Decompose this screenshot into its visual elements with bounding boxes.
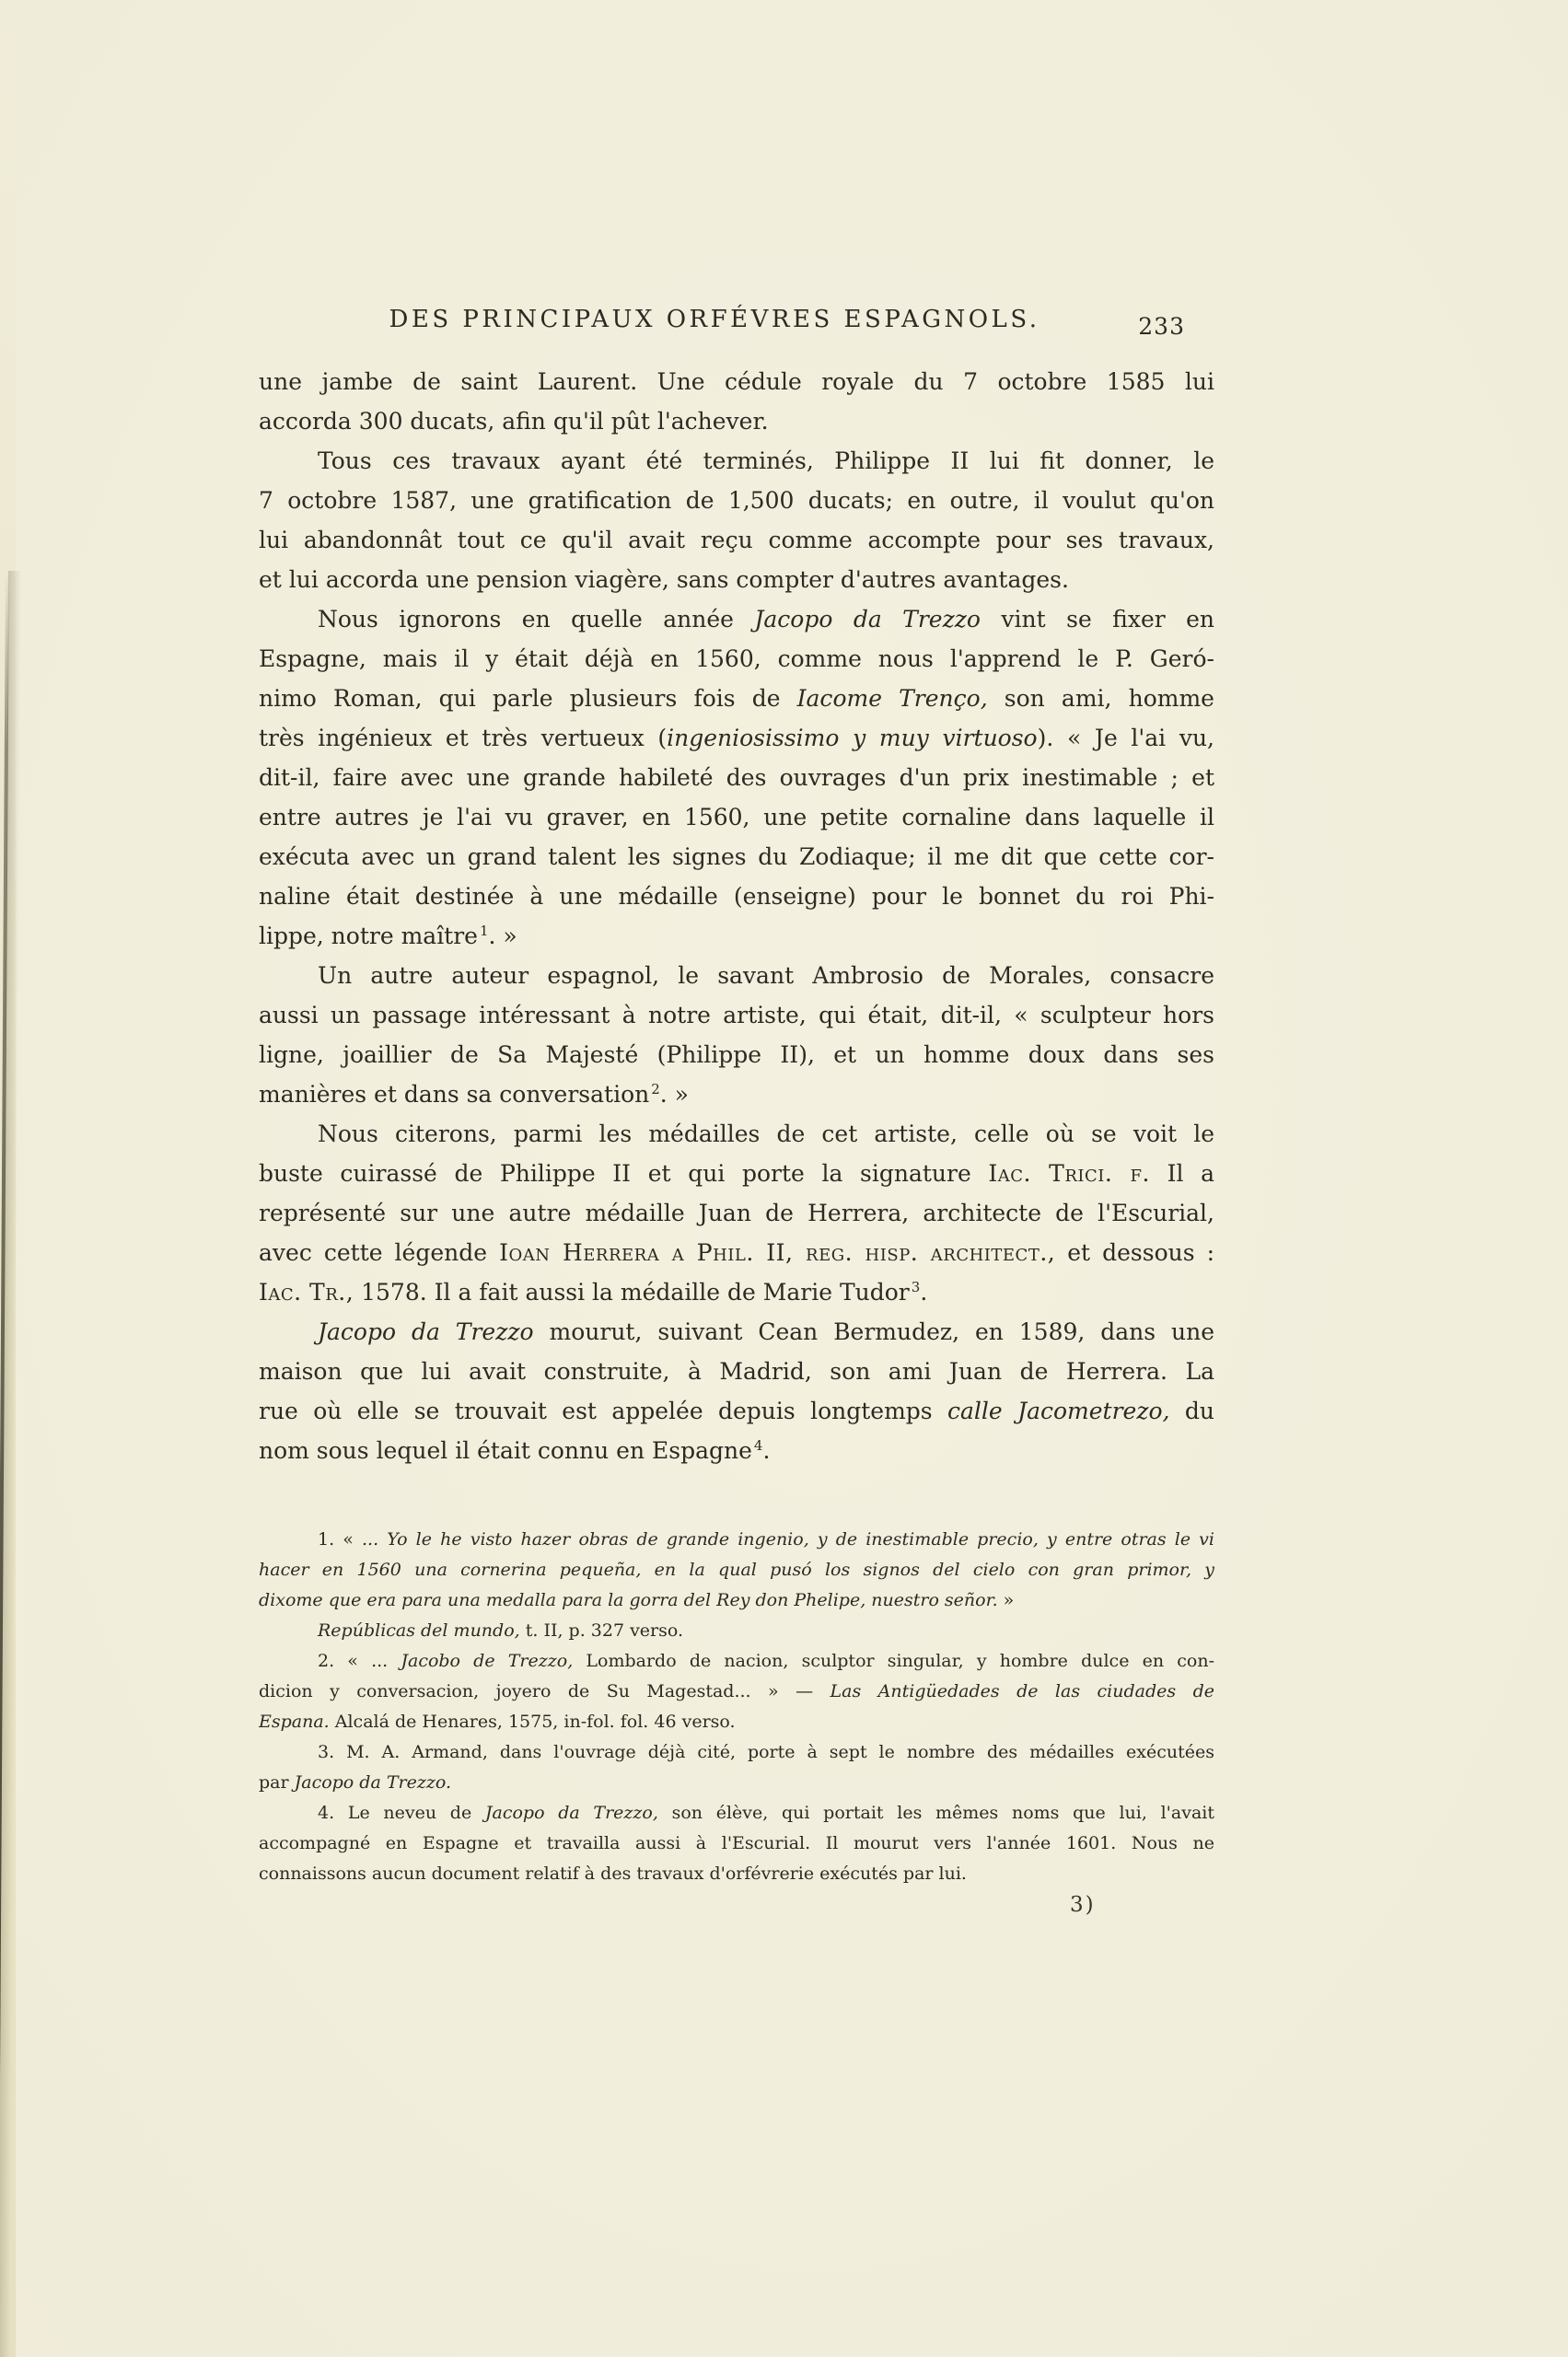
text-run: lui abandonnât tout ce qu'il avait reçu comme accompte pour ses travaux, — [259, 527, 1214, 553]
text-run: manières et dans sa conversation — [259, 1081, 650, 1108]
footnote-reference: 3 — [911, 1278, 921, 1295]
text-run: dit-il, faire avec une grande habileté des ouvrages d'un prix inestimable ; et — [259, 764, 1214, 791]
footnote — [259, 1646, 1214, 1737]
text-run: Jacopo da Trezzo — [318, 1318, 534, 1345]
text-run: Tous ces travaux ayant été terminés, Philippe II lui fit donner, le — [318, 447, 1214, 474]
text-line — [259, 1233, 1214, 1272]
text-line — [259, 1391, 1214, 1431]
text-line — [259, 1154, 1214, 1193]
text-run: maison que lui avait construite, à Madrid, son ami Juan de Herrera. La — [259, 1358, 1214, 1385]
footnote-reference: 1 — [479, 922, 489, 939]
text-line — [259, 1798, 1214, 1829]
text-run: Repúblicas del mundo, — [318, 1620, 520, 1641]
text-run: aussi un passage intéressant à notre artiste, qui était, dit-il, « sculpteur hors — [259, 1002, 1214, 1028]
text-run: Un autre auteur espagnol, le savant Ambrosio de Morales, consacre — [318, 962, 1214, 989]
page-number: 233 — [1138, 313, 1185, 340]
text-line — [259, 956, 1214, 995]
text-run: Jacopo da Trezzo — [754, 606, 981, 633]
running-header — [259, 306, 1214, 343]
text-run: son ami, homme — [987, 685, 1214, 712]
text-run: lippe, notre maître — [259, 923, 478, 949]
text-run: . — [762, 1437, 771, 1464]
text-line — [259, 995, 1214, 1035]
text-line — [259, 1035, 1214, 1074]
text-line — [259, 1272, 1214, 1312]
text-run: Las Antigüedades de las ciudades de — [830, 1681, 1214, 1701]
text-run: Il a — [1149, 1160, 1214, 1187]
text-run: accorda 300 ducats, afin qu'il pût l'achever. — [259, 408, 769, 435]
text-run: mourut, suivant Cean Bermudez, en 1589, dans une — [533, 1318, 1214, 1345]
text-run: très ingénieux et très vertueux ( — [259, 725, 668, 751]
text-line — [259, 1829, 1214, 1859]
text-line — [259, 362, 1214, 401]
text-line — [259, 1616, 1214, 1646]
text-line — [259, 1074, 1214, 1114]
text-line — [259, 916, 1214, 956]
text-run: ingeniosissimo y muy virtuoso — [667, 725, 1038, 751]
body-paragraph — [259, 1114, 1214, 1312]
text-run: du — [1169, 1398, 1214, 1424]
body-paragraph — [259, 362, 1214, 441]
text-line — [259, 481, 1214, 520]
text-line — [259, 1114, 1214, 1154]
text-run: . — [920, 1279, 928, 1306]
body-text — [259, 362, 1214, 1470]
text-line — [259, 1737, 1214, 1768]
text-line — [259, 1312, 1214, 1352]
body-paragraph — [259, 956, 1214, 1114]
text-run: Iac. Tr., — [259, 1279, 354, 1306]
body-paragraph — [259, 441, 1214, 599]
text-run: 7 octobre 1587, une gratification de 1,500 ducats; en outre, il voulut qu'on — [259, 487, 1214, 514]
footnote — [259, 1525, 1214, 1616]
text-run: dixome que era para una medalla para la gorra del Rey don Phelipe, nuestro señor. — [259, 1590, 998, 1610]
text-run: Nous citerons, parmi les médailles de cet artiste, celle où se voit le — [318, 1120, 1214, 1147]
text-line — [259, 1352, 1214, 1391]
text-line — [259, 560, 1214, 599]
text-line — [259, 877, 1214, 916]
text-run: hacer en 1560 una cornerina pequeña, en la qual pusó los signos del cielo con gran primor, y — [259, 1560, 1214, 1580]
text-run: vint se fixer en — [981, 606, 1214, 633]
text-run: ... Yo le he visto hazer obras de grande ingenio, y de inestimable precio, y entre otras le vi — [362, 1529, 1214, 1550]
footnote — [259, 1616, 1214, 1646]
text-run: une jambe de saint Laurent. Une cédule royale du 7 octobre 1585 lui — [259, 368, 1214, 395]
footnote — [259, 1798, 1214, 1889]
text-run: Lombardo de nacion, sculptor singular, y hombre dulce en con- — [573, 1651, 1214, 1671]
text-run: nom sous lequel il était connu en Espagne — [259, 1437, 752, 1464]
text-run: Ioan Herrera a Phil. II, reg. hisp. architect., — [499, 1239, 1056, 1266]
text-run: accompagné en Espagne et travailla aussi à l'Escurial. Il mourut vers l'année 1601. Nous ne — [259, 1833, 1214, 1853]
text-run: Alcalá de Henares, 1575, in-fol. fol. 46 verso. — [329, 1712, 736, 1732]
running-header-title: DES PRINCIPAUX ORFÉVRES ESPAGNOLS. — [389, 306, 1040, 333]
text-run: buste cuirassé de Philippe II et qui porte la signature — [259, 1160, 989, 1187]
text-column — [259, 0, 1214, 2357]
text-line — [259, 1555, 1214, 1585]
text-run: Jacopo da Trezzo. — [294, 1772, 451, 1793]
text-run: t. II, p. 327 verso. — [519, 1620, 684, 1641]
text-run: par — [259, 1772, 295, 1793]
text-run: 3. M. A. Armand, dans l'ouvrage déjà cité, porte à sept le nombre des médailles exécutées — [318, 1742, 1214, 1762]
text-run: dicion y conversacion, joyero de Su Magestad... » — — [259, 1681, 830, 1701]
footnote — [259, 1737, 1214, 1798]
text-line — [259, 1585, 1214, 1616]
text-line — [259, 1431, 1214, 1470]
text-run: Espana. — [259, 1712, 330, 1732]
text-run: Iac. Trici. f. — [988, 1160, 1150, 1187]
text-run: exécuta avec un grand talent les signes du Zodiaque; il me dit que cette cor- — [259, 843, 1214, 870]
footnotes — [259, 1525, 1214, 1889]
text-line — [259, 1859, 1214, 1889]
text-line — [259, 1525, 1214, 1555]
text-line — [259, 1193, 1214, 1233]
text-run: » — [997, 1590, 1015, 1610]
text-line — [259, 837, 1214, 877]
text-run: et lui accorda une pension viagère, sans compter d'autres avantages. — [259, 566, 1069, 593]
body-paragraph — [259, 1312, 1214, 1470]
text-line — [259, 758, 1214, 797]
text-run: 2. « ... — [318, 1651, 401, 1671]
text-run: entre autres je l'ai vu graver, en 1560, une petite cornaline dans laquelle il — [259, 804, 1214, 830]
text-line — [259, 1677, 1214, 1707]
text-line — [259, 639, 1214, 679]
text-run: 1. « — [318, 1529, 362, 1550]
text-run: et dessous : — [1055, 1239, 1214, 1266]
text-run: représenté sur une autre médaille Juan de Herrera, architecte de l'Escurial, — [259, 1200, 1214, 1226]
text-run: ). « Je l'ai vu, — [1037, 725, 1214, 751]
text-run: Nous ignorons en quelle année — [318, 606, 755, 633]
text-line — [259, 1646, 1214, 1677]
text-run: Jacobo de Trezzo, — [401, 1651, 574, 1671]
text-run: son élève, qui portait les mêmes noms que lui, l'avait — [657, 1803, 1214, 1823]
text-line — [259, 679, 1214, 718]
text-run: naline était destinée à une médaille (enseigne) pour le bonnet du roi Phi- — [259, 883, 1214, 910]
footnote-reference: 4 — [753, 1436, 763, 1454]
text-run: ligne, joaillier de Sa Majesté (Philippe II), et un homme doux dans ses — [259, 1041, 1214, 1068]
footnote-reference: 2 — [651, 1080, 660, 1097]
text-run: avec cette légende — [259, 1239, 500, 1266]
text-line — [259, 1707, 1214, 1737]
text-run: Jacopo da Trezzo, — [484, 1803, 658, 1823]
text-run: Iacome Trenço, — [796, 685, 988, 712]
text-run: 1578. Il a fait aussi la médaille de Marie Tudor — [354, 1279, 910, 1306]
text-run: connaissons aucun document relatif à des travaux d'orfévrerie exécutés par lui. — [259, 1864, 967, 1884]
text-run: calle Jacometrezo, — [947, 1398, 1170, 1424]
text-line — [259, 718, 1214, 758]
text-run: nimo Roman, qui parle plusieurs fois de — [259, 685, 797, 712]
text-line — [259, 520, 1214, 560]
text-run: . » — [659, 1081, 689, 1108]
signature-mark: 3) — [1070, 1893, 1096, 1917]
text-line — [259, 797, 1214, 837]
text-line — [259, 401, 1214, 441]
text-run: rue où elle se trouvait est appelée depuis longtemps — [259, 1398, 947, 1424]
text-run: Espagne, mais il y était déjà en 1560, comme nous l'apprend le P. Geró- — [259, 645, 1214, 672]
text-line — [259, 599, 1214, 639]
text-run: . » — [488, 923, 517, 949]
text-line — [259, 1768, 1214, 1798]
body-paragraph — [259, 599, 1214, 956]
text-line — [259, 441, 1214, 481]
text-run: 4. Le neveu de — [318, 1803, 485, 1823]
